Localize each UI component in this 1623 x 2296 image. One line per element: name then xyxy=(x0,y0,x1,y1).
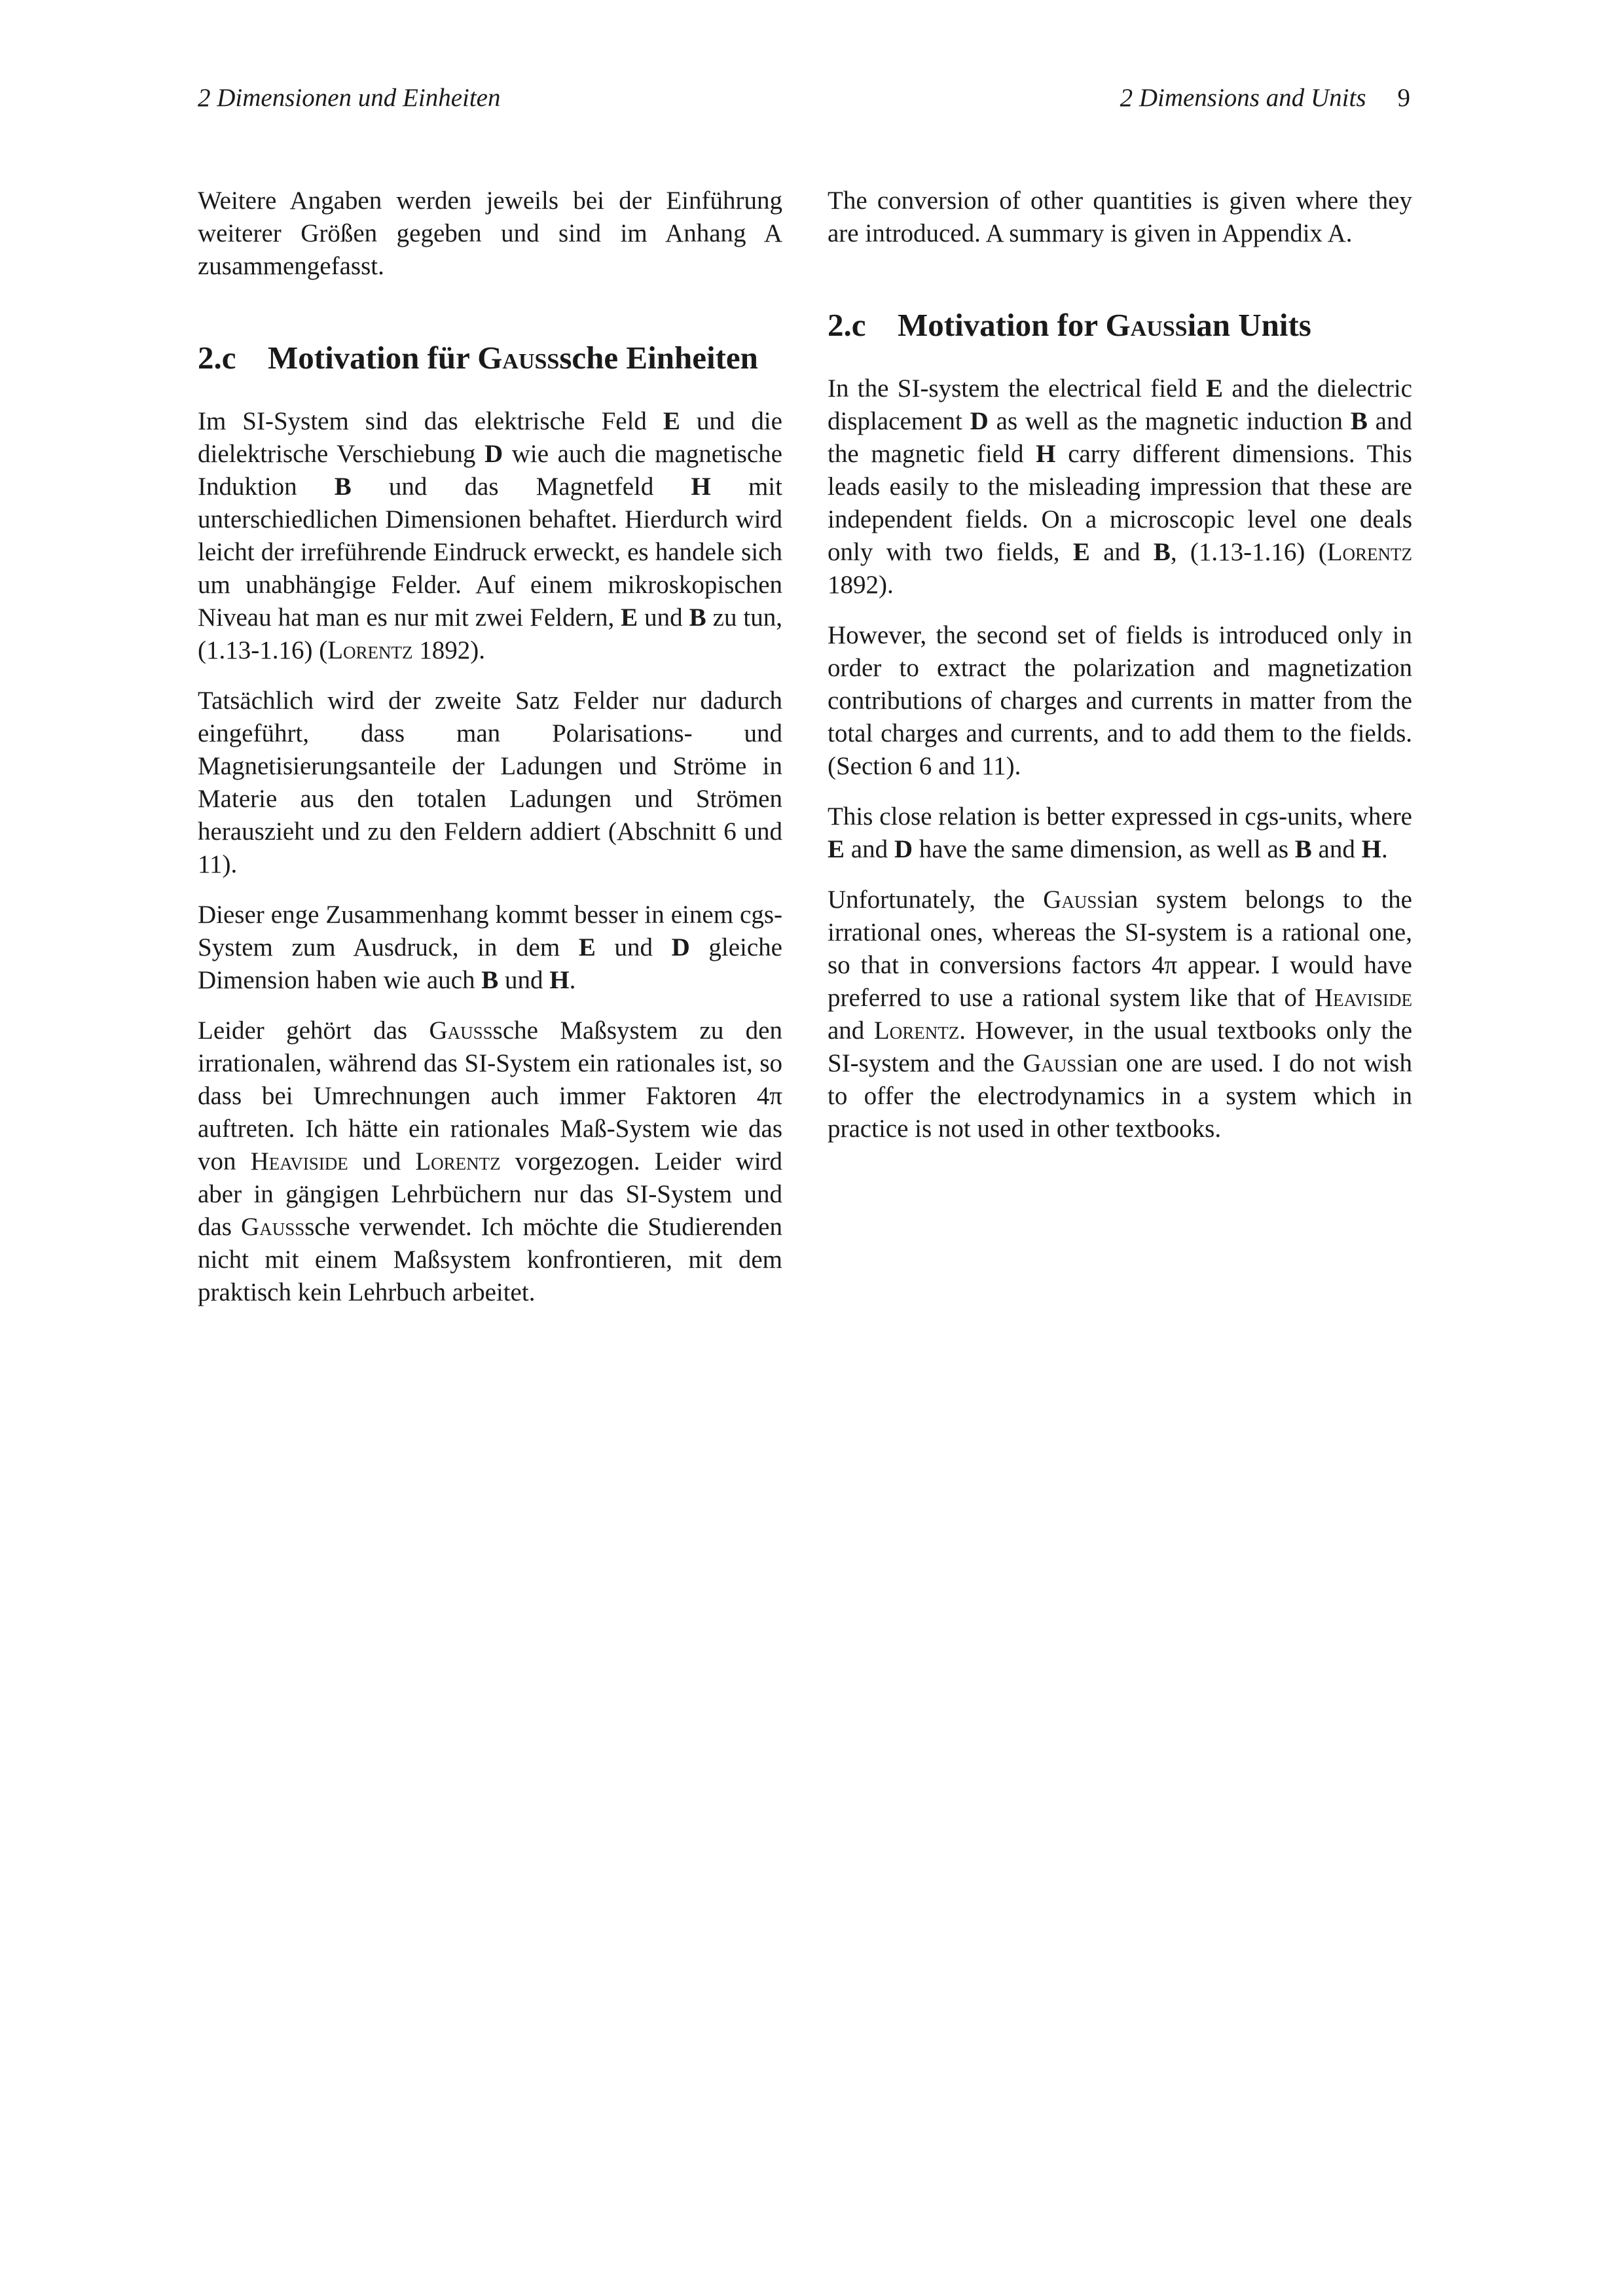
english-intro-paragraph: The conversion of other quantities is given where they are introduced. A summary is given in Appendix A. xyxy=(828,187,1412,247)
german-section-heading xyxy=(198,342,782,374)
german-column xyxy=(198,185,782,1327)
english-section-title-name: Gauss xyxy=(1105,307,1188,343)
german-paragraph-2: Tatsächlich wird der zweite Satz Felder nur dadurch eingeführt, dass man Polarisations- und Magnetisierungsanteile der Ladungen und Ströme in Materie aus den totalen Ladungen und Strömen herauszieht und zu den Feldern addiert (Abschnitt 6 und 11). xyxy=(198,687,782,878)
running-header-left: 2 Dimensionen und Einheiten xyxy=(198,84,501,112)
english-section-title-post: ian Units xyxy=(1187,307,1311,343)
german-section-number: 2.c xyxy=(198,340,236,376)
running-header-right xyxy=(1120,85,1410,111)
german-paragraph-3: Dieser enge Zusammenhang kommt besser in einem cgs-System zum Ausdruck, in dem E und D gleiche Dimension haben wie auch B und H. xyxy=(198,901,782,994)
german-section-title-pre: Motivation für xyxy=(268,340,478,376)
english-paragraph-2: However, the second set of fields is introduced only in order to extract the polarization and magnetization contributions of charges and currents in matter from the total charges and currents, and to add them to the fields. (Section 6 and 11). xyxy=(828,621,1412,780)
english-paragraph-4: Unfortunately, the Gaussian system belongs to the irrational ones, whereas the SI-system is a rational one, so that in conversions factors 4π appear. I would have preferred to use a rational system like that of Heaviside and Lorentz. However, in the usual textbooks only the SI-system and the Gaussian one are used. I do not wish to offer the electrodynamics in a system which in practice is not used in other textbooks. xyxy=(828,886,1412,1143)
german-paragraph-4: Leider gehört das Gausssche Maßsystem zu den irrationalen, während das SI-System ein rationales ist, so dass bei Umrechnungen auch immer Faktoren 4π auftreten. Ich hätte ein rationales Maß-System wie das von Heaviside und Lorentz vorgezogen. Leider wird aber in gängigen Lehrbüchern nur das SI-System und das Gausssche verwendet. Ich möchte die Studierenden nicht mit einem Maßsystem konfrontieren, mit dem praktisch kein Lehrbuch arbeitet. xyxy=(198,1016,783,1306)
german-section-title-post: sche Einheiten xyxy=(559,340,758,376)
english-column xyxy=(828,185,1412,1163)
english-paragraph-1: In the SI-system the electrical field E and the dielectric displacement D as well as the magnetic induction B and the magnetic field H carry different dimensions. This leads easily to the misleading impression that these are independent fields. On a microscopic level one deals only with two fields, E and B, (1.13-1.16) (Lorentz 1892). xyxy=(828,374,1412,599)
german-section-title-name: Gauss xyxy=(477,340,560,376)
german-intro-paragraph: Weitere Angaben werden jeweils bei der Einführung weiterer Größen gegeben und sind im Anhang A zusammengefasst. xyxy=(198,187,782,280)
german-paragraph-1: Im SI-System sind das elektrische Feld E und die dielektrische Verschiebung D wie auch die magnetische Induktion B und das Magnetfeld H mit unterschiedlichen Dimensionen behaftet. Hierdurch wird leicht der irreführende Eindruck erweckt, es handele sich um unabhängige Felder. Auf einem mikroskopischen Niveau hat man es nur mit zwei Feldern, E und B zu tun, (1.13-1.16) (Lorentz 1892). xyxy=(198,407,782,664)
english-section-number: 2.c xyxy=(828,307,866,343)
english-paragraph-3: This close relation is better expressed in cgs-units, where E and D have the same dimension, as well as B and H. xyxy=(828,802,1412,863)
running-header-right-title: 2 Dimensions and Units xyxy=(1120,84,1366,112)
english-section-heading xyxy=(828,309,1412,341)
page-number: 9 xyxy=(1397,84,1410,112)
english-section-title-pre: Motivation for xyxy=(898,307,1106,343)
